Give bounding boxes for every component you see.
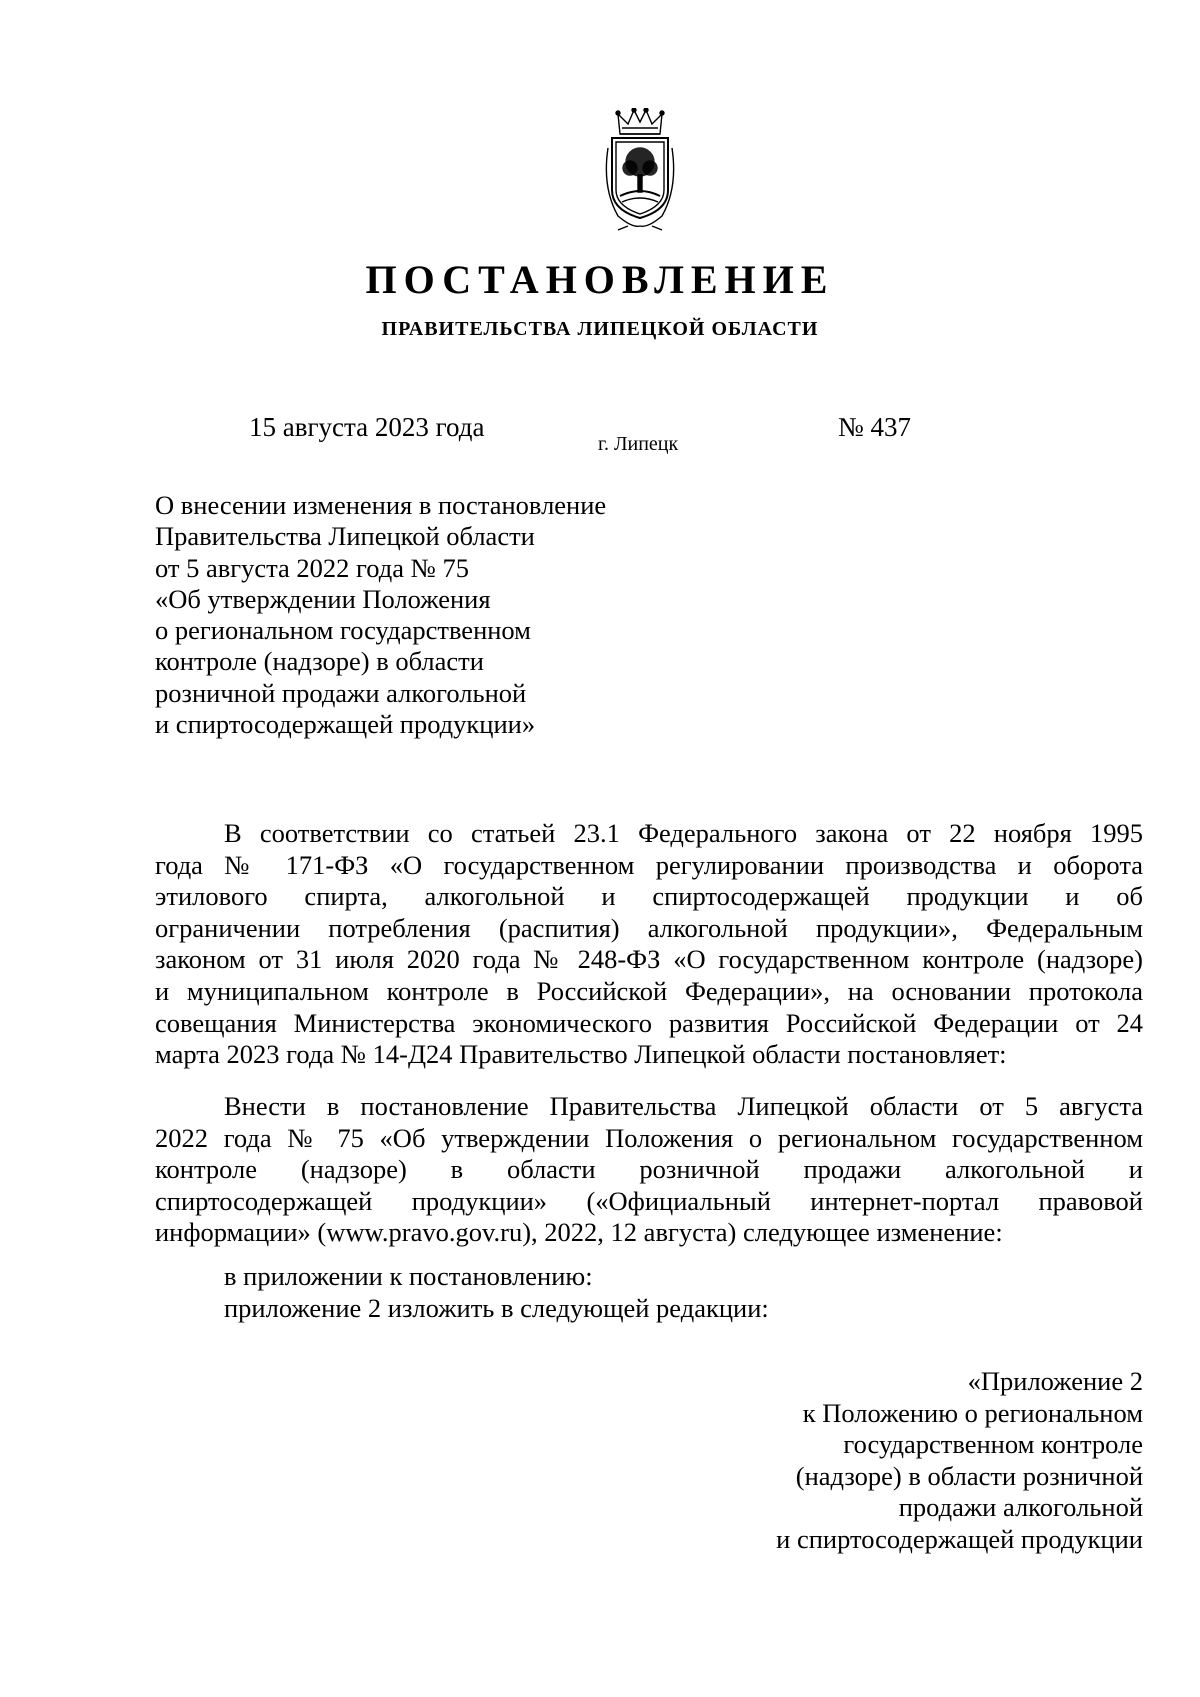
coat-of-arms-icon <box>598 108 682 232</box>
document-date: 15 августа 2023 года <box>249 412 485 442</box>
appendix-line: государственном контроле <box>843 1429 1143 1460</box>
paragraph-line: Внести в постановление Правительства Липецкой области от 5 августа <box>224 1091 1143 1121</box>
subject-line: розничной продажи алкогольной <box>155 677 527 708</box>
subject-line: контроле (надзоре) в области <box>155 646 484 677</box>
document-issuer: ПРАВИТЕЛЬСТВА ЛИПЕЦКОЙ ОБЛАСТИ <box>381 318 819 340</box>
preamble-paragraph <box>155 818 1143 1071</box>
paragraph-line: контроле (надзоре) в области розничной продажи алкогольной и <box>155 1154 1143 1185</box>
paragraph-line: этилового спирта, алкогольной и спиртосодержащей продукции и об <box>155 881 1143 912</box>
paragraph-line: в приложении к постановлению: <box>224 1261 593 1291</box>
document-number: № 437 <box>838 412 912 442</box>
subject-line: Правительства Липецкой области <box>155 521 535 552</box>
subject-line: и спиртосодержащей продукции» <box>155 709 536 740</box>
instruction-paragraph <box>155 1261 1143 1324</box>
paragraph-line: информации» (www.pravo.gov.ru), 2022, 12 августа) следующее изменение: <box>155 1217 1003 1248</box>
appendix-line: (надзоре) в области розничной <box>795 1460 1143 1491</box>
paragraph-line: законом от 31 июля 2020 года № 248-ФЗ «О государственном контроле (надзоре) <box>155 944 1143 975</box>
paragraph-line: спиртосодержащей продукции» («Официальный интернет-портал правовой <box>155 1185 1143 1216</box>
paragraph-line: и муниципальном контроле в Российской Федерации», на основании протокола <box>155 975 1143 1006</box>
appendix-line: и спиртосодержащей продукции <box>776 1523 1143 1554</box>
paragraph-line: года № 171-ФЗ «О государственном регулировании производства и оборота <box>155 849 1143 880</box>
paragraph-line: 2022 года № 75 «Об утверждении Положения о региональном государственном <box>155 1122 1143 1153</box>
paragraph-line: марта 2023 года № 14-Д24 Правительство Липецкой области постановляет: <box>155 1039 1007 1070</box>
appendix-heading <box>600 1366 1143 1556</box>
appendix-line: к Положению о региональном <box>802 1397 1143 1428</box>
paragraph-line: ограничении потребления (распития) алкогольной продукции», Федеральным <box>155 912 1143 943</box>
amendment-paragraph <box>155 1091 1143 1249</box>
appendix-line: продажи алкогольной <box>898 1492 1143 1523</box>
subject-line: о региональном государственном <box>155 615 531 646</box>
paragraph-line: приложение 2 изложить в следующей редакции: <box>224 1292 769 1323</box>
document-city: г. Липецк <box>598 433 679 455</box>
paragraph-line: В соответствии со статьей 23.1 Федерального закона от 22 ноября 1995 <box>224 818 1143 848</box>
subject-line: О внесении изменения в постановление <box>155 490 607 520</box>
document-subject <box>155 490 715 740</box>
subject-line: от 5 августа 2022 года № 75 <box>155 552 470 583</box>
subject-line: «Об утверждении Положения <box>155 583 491 614</box>
paragraph-line: совещания Министерства экономического развития Российской Федерации от 24 <box>155 1007 1143 1038</box>
appendix-line: «Приложение 2 <box>967 1366 1143 1396</box>
document-title: ПОСТАНОВЛЕНИЕ <box>365 257 835 302</box>
